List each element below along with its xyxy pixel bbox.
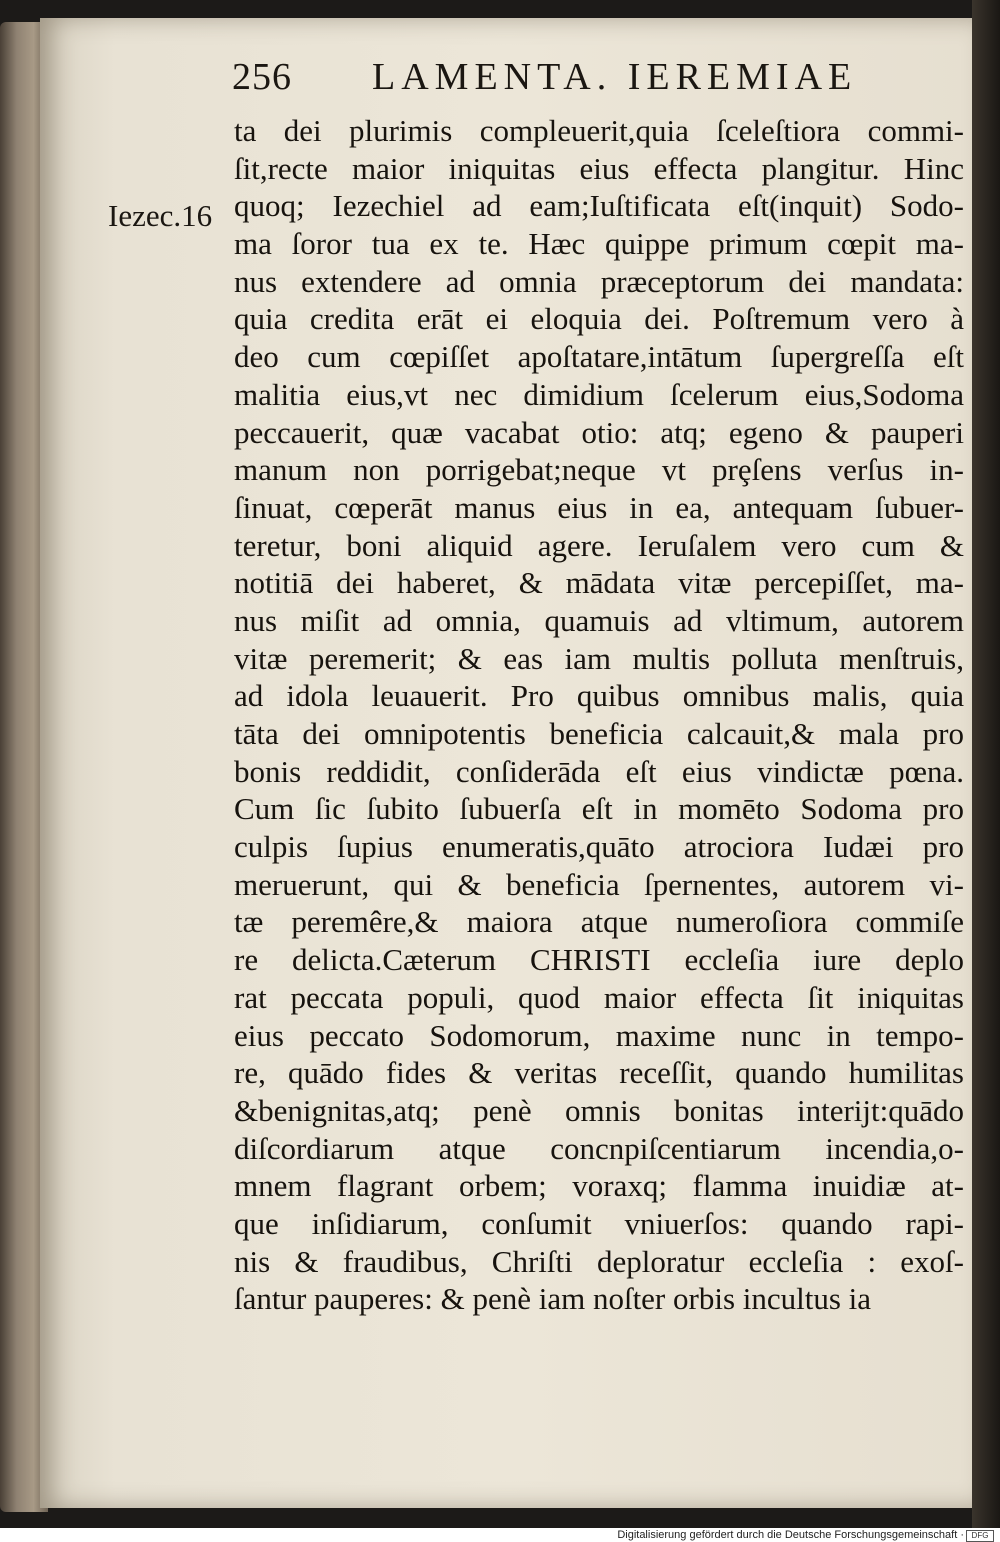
text-line: culpis ſupius enumeratis,quāto atrociora Iudæi pro (234, 829, 964, 865)
text-line: &benignitas,atq; penè omnis bonitas interijt:quādo (234, 1092, 964, 1128)
text-line: vitæ peremerit; & eas iam multis polluta menſtruis, (234, 640, 964, 676)
margin-note: Iezec.16 (108, 198, 213, 233)
text-line: ſit,recte maior iniquitas eius effecta plangitur. Hinc (234, 150, 964, 186)
text-line: manum non porrigebat;neque vt prȩſens verſus in- (234, 452, 964, 488)
text-line: deo cum cœpiſſet apoſtatare,intātum ſupergreſſa eſt (234, 339, 964, 375)
text-line: mnem flagrant orbem; voraxq; flamma inuidiæ at- (234, 1168, 964, 1204)
text-line: ſantur pauperes: & penè iam noſter orbis incultus ia (234, 1281, 872, 1317)
text-line: rat peccata populi, quod maior effecta ſit iniquitas (234, 979, 964, 1015)
text-line: malitia eius,vt nec dimidium ſcelerum eius,Sodoma (234, 376, 964, 412)
dfg-logo: DFG (966, 1530, 994, 1542)
text-line: notitiā dei haberet, & mādata vitæ percepiſſet, ma- (234, 565, 964, 601)
text-line: bonis reddidit, conſiderāda eſt eius vindictæ pœna. (234, 753, 964, 789)
running-head: LAMENTA. IEREMIAE (372, 56, 858, 98)
text-line: nus miſit ad omnia, quamuis ad vltimum, autorem (234, 602, 964, 638)
text-line: tāta dei omnipotentis beneficia calcauit,& mala pro (234, 716, 964, 751)
text-line: meruerunt, qui & beneficia ſpernentes, autorem vi- (234, 866, 964, 902)
text-line: ſinuat, cœperāt manus eius in ea, antequam ſubuer- (234, 489, 964, 525)
text-line: que inſidiarum, conſumit vniuerſos: quando rapi- (234, 1205, 964, 1241)
text-line: re, quādo fides & veritas receſſit, quando humilitas (234, 1055, 964, 1091)
text-line: nus extendere ad omnia præceptorum dei mandata: (234, 263, 964, 299)
text-line: tæ peremêre,& maiora atque numeroſiora commiſe (234, 904, 964, 940)
text-line: diſcordiarum atque concnpiſcentiarum incendia,o- (234, 1130, 964, 1166)
digitization-credit: Digitalisierung gefördert durch die Deutsche Forschungsgemeinschaft · (617, 1529, 964, 1541)
book-spine-shadow (972, 0, 1000, 1528)
text-line: ad idola leuauerit. Pro quibus omnibus malis, quia (234, 678, 964, 714)
text-line: quoq; Iezechiel ad eam;Iuſtificata eſt(inquit) Sodo- (234, 188, 964, 224)
text-line: quia credita erāt ei eloquia dei. Poſtremum vero à (234, 301, 964, 337)
text-line: re delicta.Cæterum CHRISTI eccleſia iure deplo (234, 942, 964, 978)
text-line: ta dei plurimis compleuerit,quia ſceleſtiora commi- (234, 113, 964, 148)
text-line: Cum ſic ſubito ſubuerſa eſt in momēto Sodoma pro (234, 791, 964, 827)
text-line: peccauerit, quæ vacabat otio: atq; egeno & pauperi (234, 414, 964, 450)
text-line: teretur, boni aliquid agere. Ieruſalem vero cum & (234, 527, 964, 563)
text-line: ma ſoror tua ex te. Hæc quippe primum cœpit ma- (234, 226, 964, 262)
text-line: nis & fraudibus, Chriſti deploratur eccleſia : exoſ- (234, 1243, 964, 1279)
page-number: 256 (232, 56, 292, 98)
text-line: eius peccato Sodomorum, maxime nunc in tempo- (234, 1017, 964, 1053)
body-text (234, 112, 964, 1318)
